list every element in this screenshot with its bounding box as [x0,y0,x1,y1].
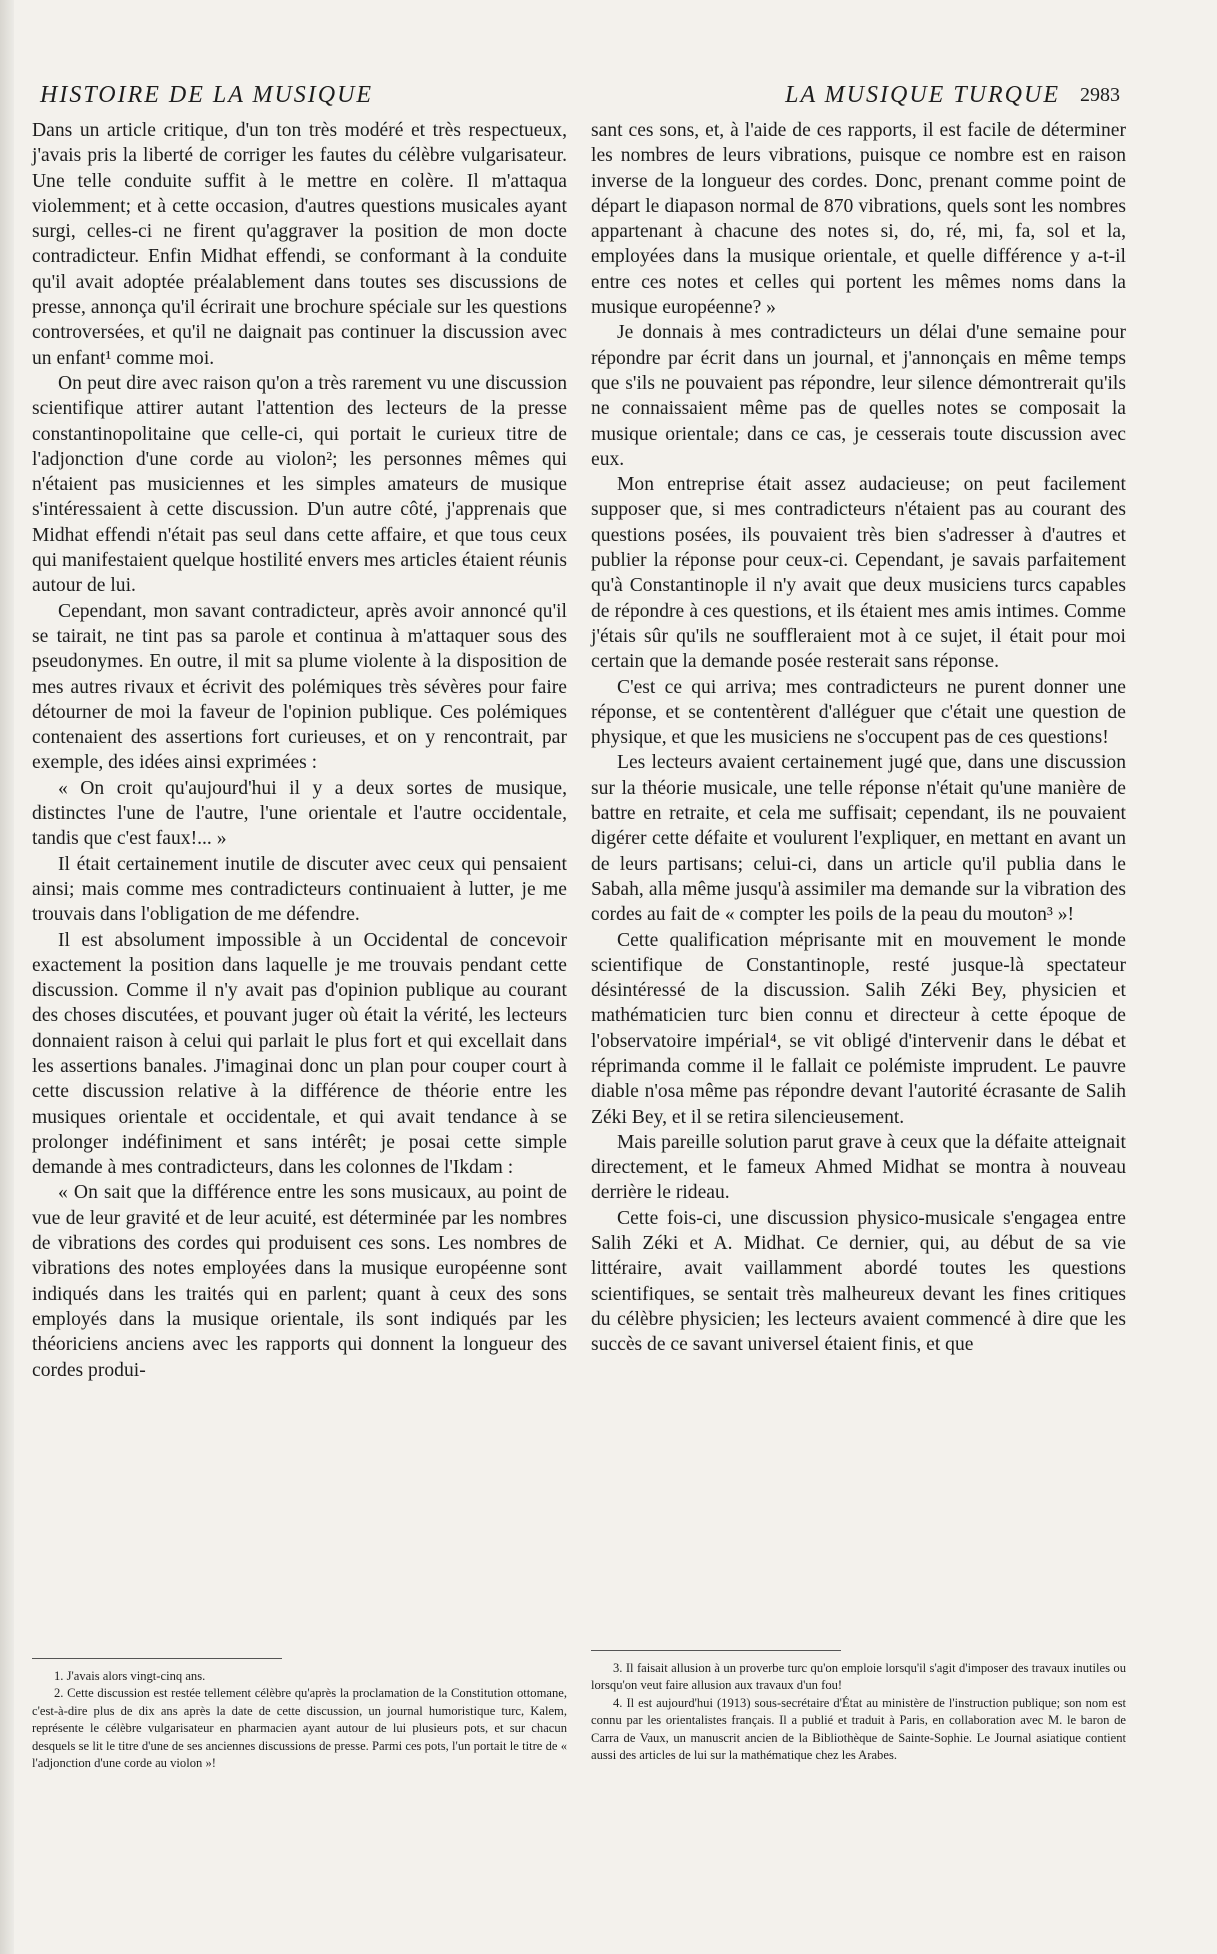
footnotes-left [32,1668,567,1772]
footnote-rule-left [32,1658,282,1659]
paragraph: « On croit qu'aujourd'hui il y a deux sortes de musique, distinctes l'une de l'autre, l'une orientale et l'autre occidentale, tandis que c'est faux!... » [32,777,567,850]
footnotes-right [591,1660,1126,1764]
paragraph: Mais pareille solution parut grave à ceux que la défaite atteignait directement, et le fameux Ahmed Midhat se montra à nouveau derrière le rideau. [591,1131,1126,1204]
paragraph: Cette fois-ci, une discussion physico-musicale s'engagea entre Salih Zéki et A. Midhat. Ce dernier, qui, au début de sa vie littéraire, avait vaillamment abordé toutes les questions scientifiques, se sentait très malheureux devant les fines critiques du célèbre physicien; les lecteurs avaient commencé à dire que les succès de ce savant universel étaient finis, et que [591,1207,1126,1356]
running-header [40,82,1120,110]
footnote: 1. J'avais alors vingt-cinq ans. [54,1669,206,1683]
paragraph: Je donnais à mes contradicteurs un délai d'une semaine pour répondre par écrit dans un journal, et j'annonçais en même temps que s'ils ne pouvaient pas répondre, leur silence démontrerait qu'ils ne connaissaient même pas de quelles notes se composait la musique orientale; dans ce cas, je cesserais toute discussion avec eux. [591,322,1126,470]
header-right-title: LA MUSIQUE TURQUE [785,82,1060,108]
paragraph: Il est absolument impossible à un Occidental de concevoir exactement la position dans laquelle je me trouvais pendant cette discussion. Comme il n'y avait pas d'opinion publique au courant des choses discutées, et pouvant juger où était la vérité, les lecteurs donnaient raison à celui qui parlait le plus fort et qui excellait dans les assertions banales. J'imaginai donc un plan pour couper court à cette discussion relative à la différence de théorie entre les musiques orientale et occidentale, et qui avait tendance à se prolonger indéfiniment et sans intérêt; je posai cette simple demande à mes contradicteurs, dans les colonnes de l'Ikdam : [32,929,567,1179]
paragraph: Dans un article critique, d'un ton très modéré et très respectueux, j'avais pris la liberté de corriger les fautes du célèbre vulgarisateur. Une telle conduite suffit à le mettre en colère. Il m'attaqua violemment; et à cette occasion, d'autres questions musicales ayant surgi, celles-ci ne firent qu'aggraver la position de mon docte contradicteur. Enfin Midhat effendi, se conformant à la conduite qu'il avait adoptée préalablement dans toutes ses discussions de presse, annonça qu'il écrirait une brochure spéciale sur les questions controversées, et qu'il ne daignait pas continuer la discussion avec un enfant¹ comme moi. [32,120,567,369]
footnote: 3. Il faisait allusion à un proverbe turc qu'on emploie lorsqu'il s'agit d'imposer des travaux inutiles ou lorsqu'on veut faire allusion aux travaux d'un fou! [591,1661,1126,1693]
page-binding-edge [0,0,14,1954]
paragraph: sant ces sons, et, à l'aide de ces rapports, il est facile de déterminer les nombres de leurs vibrations, puisque ce nombre est en raison inverse de la longueur des cordes. Donc, prenant comme point de départ le diapason normal de 870 vibrations, quels sont les nombres appartenant à chacune des notes si, do, ré, mi, fa, sol et la, employées dans la musique orientale, et quelle différence y a-t-il entre ces notes et celles qui portent les mêmes noms dans la musique européenne? » [591,120,1126,319]
paragraph: Les lecteurs avaient certainement jugé que, dans une discussion sur la théorie musicale, une telle réponse n'était qu'une manière de battre en retraite, et cela me suffisait; cependant, ils ne pouvaient digérer cette défaite et voulurent l'expliquer, en mettant en avant un de leurs partisans; celui-ci, dans un article qu'il publia dans le Sabah, alla même jusqu'à assimiler ma demande sur la vibration des cordes au fait de « compter les poils de la peau du mouton³ »! [591,752,1126,926]
paragraph: « On sait que la différence entre les sons musicaux, au point de vue de leur gravité et de leur acuité, est déterminée par les nombres de vibrations des cordes qui produisent ces sons. Les nombres de vibrations des notes employées dans la musique européenne sont indiqués dans les traités qui en parlent; quant à ceux des sons employés dans la musique orientale, ils sont indiqués par les théoriciens anciens avec les rapports qui donnent la longueur des cordes produi- [32,1182,567,1381]
paragraph: Cette qualification méprisante mit en mouvement le monde scientifique de Constantinople, resté jusque-là spectateur désintéressé de la discussion. Salih Zéki Bey, physicien et mathématicien turc bien connu et directeur à cette époque de l'observatoire impérial⁴, se vit obligé d'intervenir dans le débat et réprimanda comme il le fallait ce polémiste imprudent. Le pauvre diable n'osa même pas répondre devant l'autorité écrasante de Salih Zéki Bey, et il se retira silencieusement. [591,929,1126,1128]
paragraph: Mon entreprise était assez audacieuse; on peut facilement supposer que, si mes contradicteurs n'étaient pas au courant des questions posées, ils pouvaient très bien s'adresser à d'autres et publier la réponse pour ceux-ci. Cependant, je savais parfaitement qu'à Constantinople il n'y avait que deux musiciens turcs capables de répondre à ces questions, et ils étaient mes amis intimes. Comme j'étais sûr qu'ils ne souffleraient mot à ce sujet, il était pour moi certain que la demande posée resterait sans réponse. [591,474,1126,673]
right-column [591,118,1126,1358]
footnote: 2. Cette discussion est restée tellement célèbre qu'après la proclamation de la Constitution ottomane, c'est-à-dire plus de dix ans après la date de cette discussion, un journal humoristique turc, Kalem, représente le célèbre vulgarisateur en pharmacien ayant autour de lui plusieurs pots, et sur chacun desquels se lit le titre d'une de ses anciennes discussions de presse. Parmi ces pots, l'un portait le titre de « l'adjonction d'une corde au violon »! [32,1686,567,1771]
paragraph: Il était certainement inutile de discuter avec ceux qui pensaient ainsi; mais comme mes contradicteurs continuaient à lutter, je me trouvais dans l'obligation de me défendre. [32,853,567,926]
paragraph: C'est ce qui arriva; mes contradicteurs ne purent donner une réponse, et se contentèrent d'alléguer que c'était une question de physique, et que les musiciens ne s'occupent pas de ces questions! [591,676,1126,749]
footnote-rule-right [591,1650,841,1651]
footnote: 4. Il est aujourd'hui (1913) sous-secrétaire d'État au ministère de l'instruction publique; son nom est connu par les orientalistes français. Il a publié et traduit à Paris, en collaboration avec M. le baron de Carra de Vaux, un manuscrit ancien de la Bibliothèque de Sainte-Sophie. Le Journal asiatique contient aussi des articles de lui sur la mathématique chez les Arabes. [591,1695,1126,1763]
left-column [32,118,567,1383]
header-left-title: HISTOIRE DE LA MUSIQUE [40,82,374,108]
page-number: 2983 [1080,84,1120,106]
paragraph: On peut dire avec raison qu'on a très rarement vu une discussion scientifique attirer autant l'attention des lecteurs de la presse constantinopolitaine que celle-ci, qui portait le curieux titre de l'adjonction d'une corde au violon²; les personnes mêmes qui n'étaient pas musiciennes et les simples amateurs de musique s'intéressaient à cette discussion. D'un autre côté, j'apprenais que Midhat effendi n'était pas seul dans cette affaire, et que tous ceux qui manifestaient quelque hostilité envers mes articles étaient réunis autour de lui. [32,372,567,597]
paragraph: Cependant, mon savant contradicteur, après avoir annoncé qu'il se tairait, ne tint pas sa parole et continua à m'attaquer sous des pseudonymes. En outre, il mit sa plume violente à la disposition de mes autres rivaux et écrivit des polémiques très sévères pour faire détourner de moi la faveur de l'opinion publique. Ces polémiques contenaient des assertions fort curieuses, et on y rencontrait, par exemple, des idées ainsi exprimées : [32,600,567,774]
